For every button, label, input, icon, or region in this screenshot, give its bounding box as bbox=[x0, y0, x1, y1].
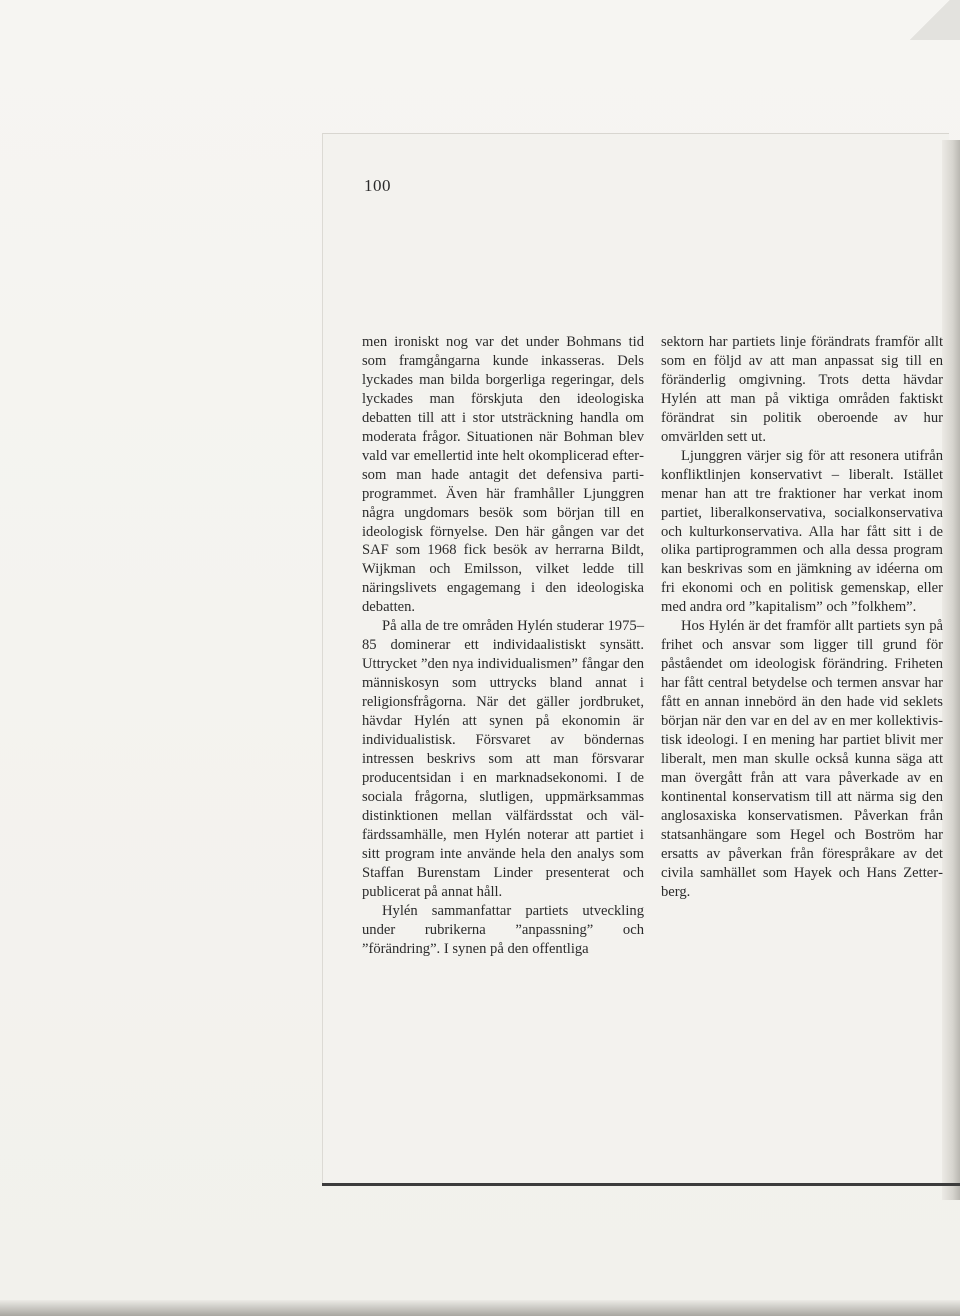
paragraph: sektorn har partiets linje förändrats framför allt som en följd av att man anpassat sig till en föränderlig omgivning. Trots detta hävdar Hylén att man på viktiga områden faktiskt förändrat sin politik oberoende av hur omvärlden sett ut. bbox=[661, 334, 943, 445]
paragraph: men ironiskt nog var det under Bohmans tid som framgångarna kunde inkasseras. Dels lyckades man bilda borgerliga regeringar, dels lyckades man förskjuta den ideologiska debatten till att i stor utsträckning handla om moderata frågor. Situationen när Bohman blev vald var emellertid inte helt okomplicerad eftersom man hade antagit det defensiva partiprogrammet. Även här framhåller Ljunggren några ungdomars besök som början till en ideologisk förnyelse. Den här gången var det SAF som 1968 fick besök av herrarna Bildt, Wijkman och Emilsson, vilket ledde till näringslivets engagemang i den ideologiska debatten. bbox=[362, 334, 644, 616]
page-number: 100 bbox=[364, 176, 391, 195]
paragraph: Hos Hylén är det framför allt partiets syn på frihet och ansvar som ligger till grund för påståendet om ideologisk förändring. Friheten har fått central betydelse och termen ansvar har fått en annan innebörd än den hade vid seklets början när den var en del av en mer kollektivistisk ideologi. I en mening har partiet blivit mer liberalt, men man skulle också kunna säga att man övergått från att vara påverkade av en kontinental konservatism till att närma sig den anglosaxiska konservatismen. Påverkan från statsanhängare som Hegel och Boström har ersatts av påverkan från förespråkare av det civila samhället som Hayek och Hans Zetterberg. bbox=[661, 618, 943, 900]
paragraph: Ljunggren värjer sig för att resonera utifrån konfliktlinjen konservativt – liberalt. Istället menar han att tre fraktioner har verkat inom partiet, liberalkonservativa, socialkonservativa och kulturkonservativa. Alla har fått sitt i de olika partiprogrammen och alla dessa program kan beskrivas som en jämkning av idéerna om fri ekonomi och en politisk gemenskap, eller med andra ord ”kapitalism” och ”folkhem”. bbox=[661, 447, 943, 616]
text-column-right bbox=[661, 333, 943, 902]
text-column-left bbox=[362, 333, 644, 958]
page-right-edge bbox=[942, 140, 960, 1200]
paragraph: Hylén sammanfattar partiets utveckling under rubrikerna ”anpassning” och ”förändring”. I synen på den offentliga bbox=[362, 902, 644, 957]
scan-corner bbox=[900, 0, 960, 40]
page-bottom-edge bbox=[322, 1183, 960, 1186]
paragraph: På alla de tre områden Hylén studerar 1975–85 dominerar ett individaalistiskt synsätt. Uttrycket ”den nya individualismen” fångar den människosyn som uttrycks bland annat i religionsfrågorna. När det gäller jordbruket, hävdar Hylén att synen på ekonomin är individualistisk. Försvaret av böndernas intressen beskrivs som att man försvarar producentsidan i en marknadsekonomi. I de sociala frågorna, slutligen, uppmärksammas distinktionen mellan välfärdsstat och välfärdssamhälle, men Hylén noterar att partiet i sitt program inte använde hela den analys som Staffan Burenstam Linder presenterat och publicerat på annat håll. bbox=[362, 618, 644, 900]
scan-bottom-shadow bbox=[0, 1300, 960, 1316]
